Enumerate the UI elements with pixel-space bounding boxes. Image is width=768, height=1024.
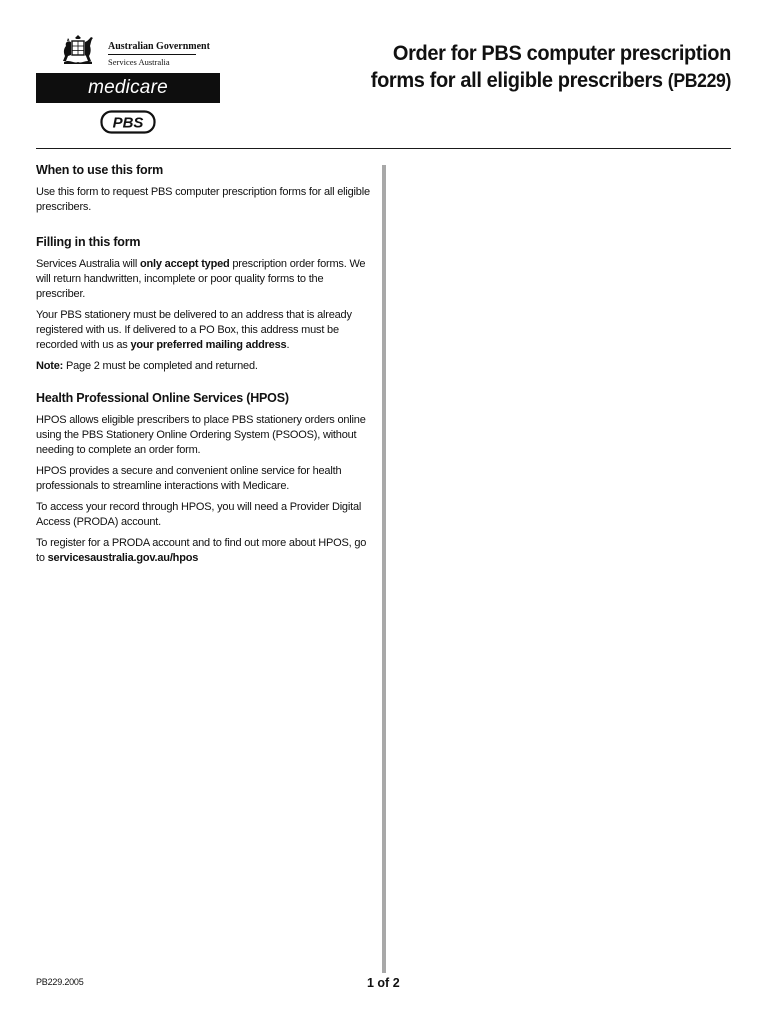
text-run: prescription order forms. We will return handwritten, incomplete or poor quality forms to the prescriber.: [36, 258, 366, 300]
note-label: Note:: [36, 360, 64, 372]
page-number: 1 of 2: [367, 976, 400, 990]
section-heading: When to use this form: [36, 163, 164, 177]
note-paragraph: [36, 359, 370, 374]
section-filling-in: [36, 234, 370, 374]
form-title-line2-wrap: [322, 67, 731, 95]
section-when-to-use: [36, 162, 370, 215]
medicare-logo-text: medicare: [88, 77, 168, 98]
form-title-line1: Order for PBS computer prescription: [392, 41, 731, 65]
paragraph: HPOS provides a secure and convenient online service for health professionals to streamline interactions with Medicare.: [36, 465, 342, 492]
government-name: Australian Government: [108, 41, 210, 52]
text-run: To register for a PRODA account and to find out more about HPOS, go to: [36, 537, 367, 564]
pbs-logo-text: PBS: [112, 114, 144, 132]
agency-name: Services Australia: [108, 57, 170, 67]
branding-divider: [108, 54, 196, 55]
government-branding: [108, 41, 210, 68]
instructions-column: [36, 162, 370, 582]
header-rule: [36, 148, 731, 149]
text-run: Services Australia will: [36, 258, 141, 270]
paragraph: [36, 536, 370, 566]
note-text: Page 2 must be completed and returned.: [63, 360, 258, 372]
emphasis-text: your preferred mailing address: [130, 339, 287, 351]
medicare-logo: [36, 73, 220, 103]
form-title-code: (PB229): [667, 71, 731, 92]
paragraph: HPOS allows eligible prescribers to place PBS stationery orders online using the PBS Stationery Online Ordering System (PSOOS), without needing to complete an order form.: [36, 414, 366, 456]
section-heading: Health Professional Online Services (HPOS): [36, 391, 289, 405]
column-divider: [382, 165, 386, 973]
section-hpos: [36, 390, 370, 566]
form-code: PB229.2005: [36, 977, 84, 987]
form-title: [322, 40, 731, 95]
section-heading: Filling in this form: [36, 235, 141, 249]
text-run: .: [286, 339, 290, 351]
text-run: Your PBS stationery must be delivered to an address that is already registered with us. If delivered to a PO Box, this address must be recorded with us as: [36, 309, 352, 351]
paragraph: Use this form to request PBS computer prescription forms for all eligible prescribers.: [36, 186, 370, 213]
coat-of-arms-icon: [60, 34, 96, 66]
hpos-link[interactable]: servicesaustralia.gov.au/hpos: [47, 552, 199, 564]
paragraph: [36, 257, 370, 302]
emphasis-text: only accept typed: [140, 258, 230, 270]
pbs-logo: [100, 110, 156, 134]
form-title-line2: forms for all eligible prescribers: [370, 68, 663, 92]
paragraph: To access your record through HPOS, you will need a Provider Digital Access (PRODA) account.: [36, 501, 362, 528]
paragraph: [36, 308, 370, 353]
